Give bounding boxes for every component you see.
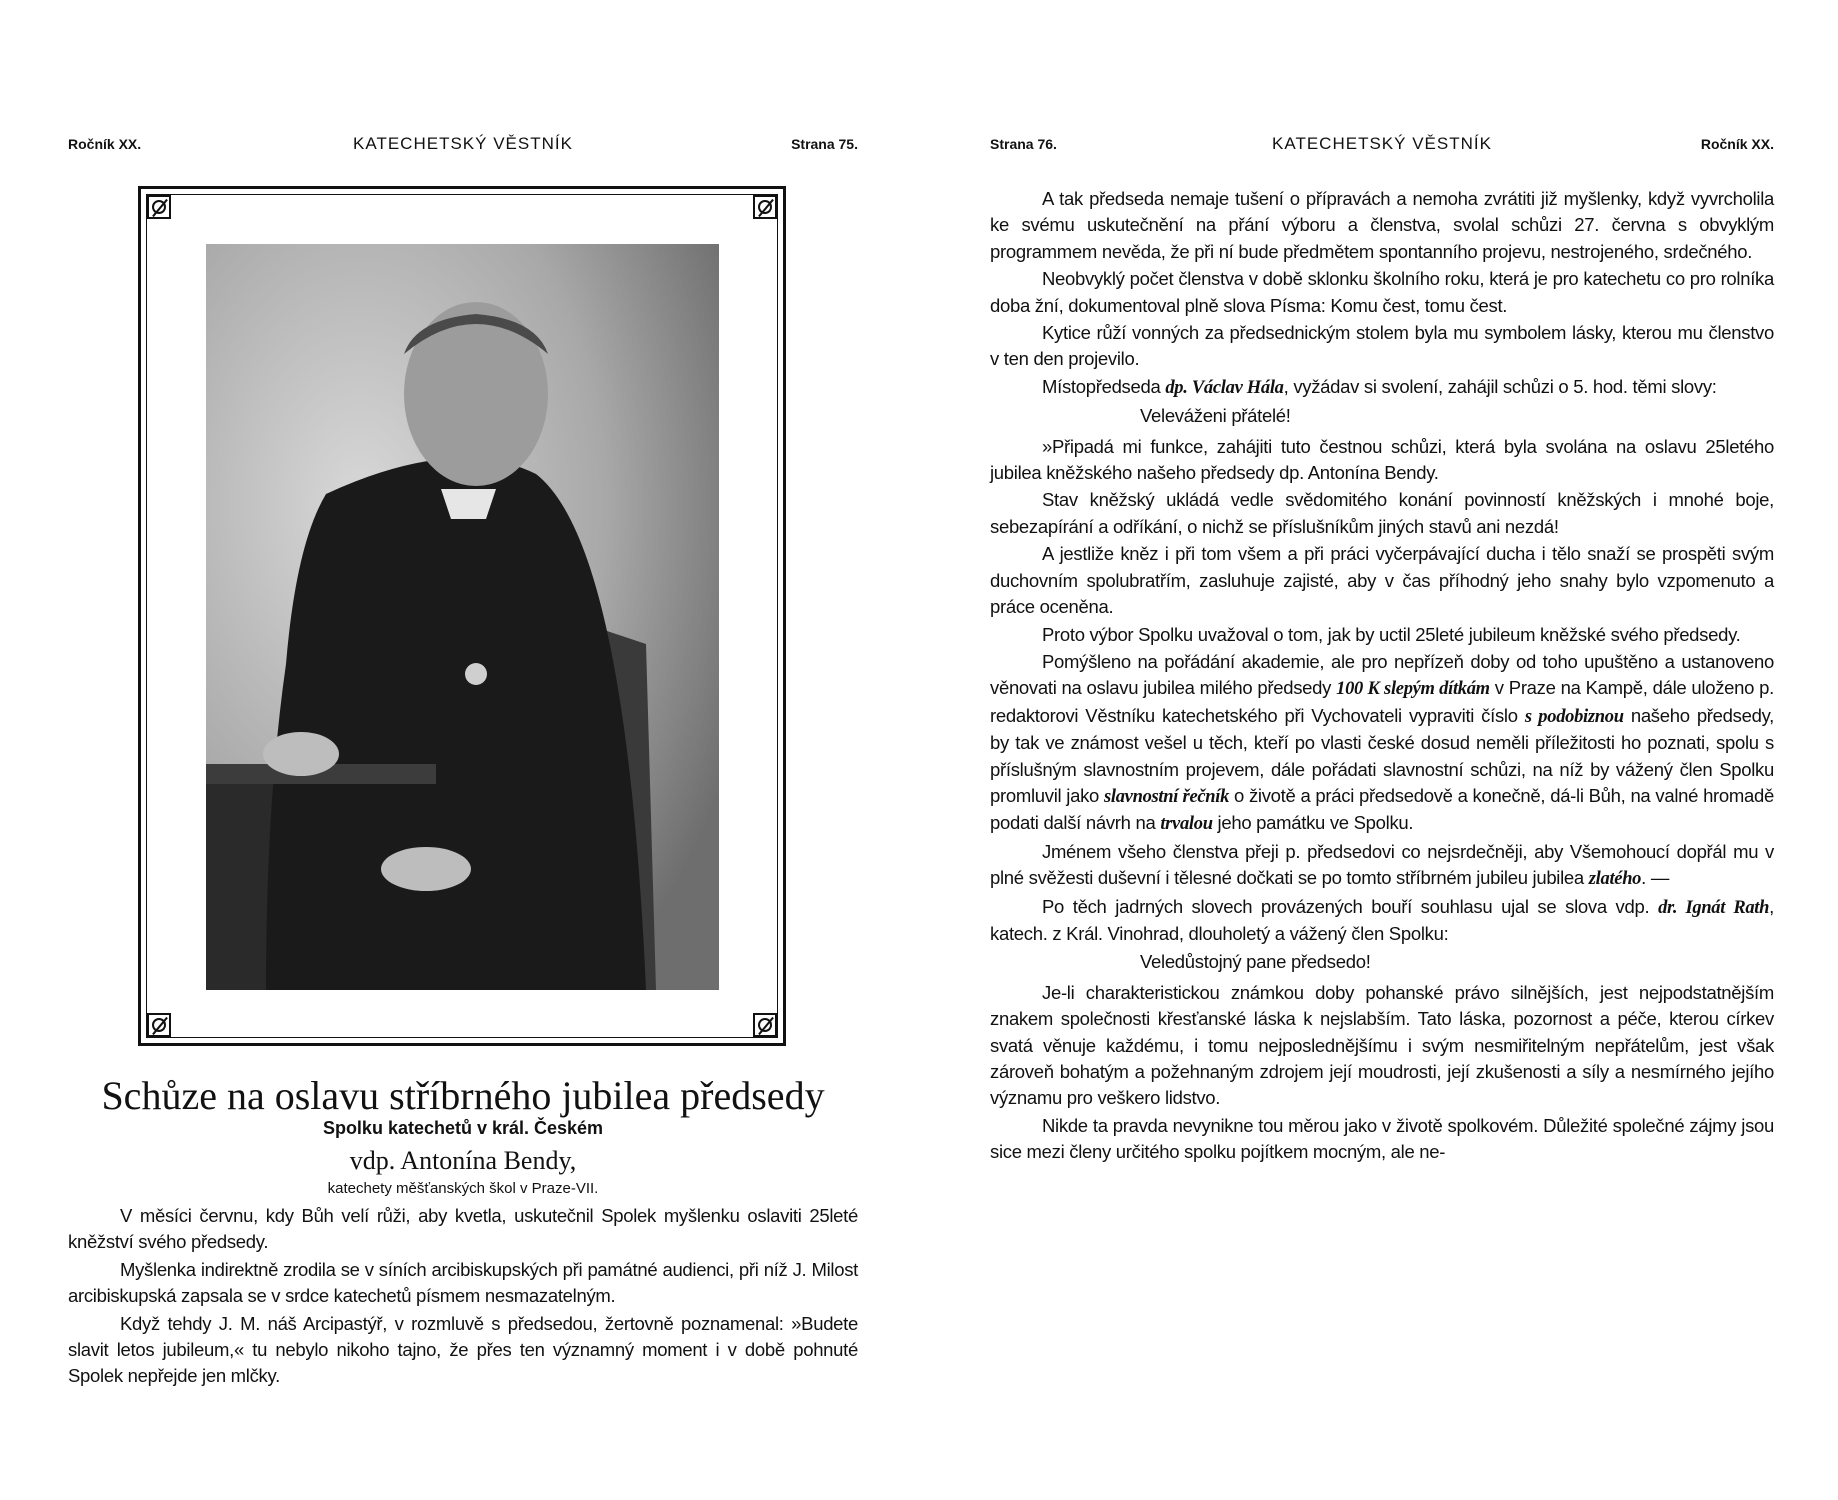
paragraph — [68, 1311, 858, 1390]
volume-label: Ročník XX. — [1700, 136, 1774, 152]
paragraph — [990, 266, 1774, 319]
text-segment: Jménem všeho členstva přeji p. předsedovi co nejsrdečněji, aby Všemohoucí dopřál mu v plné svěžesti duševní i tělesné dočkati se po tomto stříbrném jubileu jubilea — [990, 840, 1774, 889]
emphasized-text: slavnostní řečník — [1103, 786, 1230, 807]
text-segment: A jestliže kněz i při tom všem a při práci vyčerpávající ducha i tělo snaží se prospěti svým duchovním spolubratřím, zasluhuje zajisté, aby v čas příhodný jeho snahy bylo vzpomenuto a práce oceněna. — [990, 543, 1774, 618]
paragraph — [990, 980, 1774, 1112]
text-segment: Místopředseda — [1042, 375, 1166, 397]
paragraph — [990, 434, 1774, 487]
journal-title: KATECHETSKÝ VĚSTNÍK — [353, 134, 573, 153]
text-segment: , vyžádav si svolení, zahájil schůzi o 5. hod. těmi slovy: — [1283, 375, 1717, 397]
text-segment: Veleváženi přátelé! — [1140, 405, 1291, 427]
text-segment: V měsíci červnu, kdy Bůh velí růži, aby kvetla, uskutečnil Spolek myšlenku oslaviti 25leté kněžství svého předsedy. — [68, 1205, 858, 1253]
paragraph — [990, 894, 1774, 948]
salutation — [990, 949, 1774, 975]
text-segment: Myšlenka indirektně zrodila se v síních arcibiskupských při památné audienci, při níž J. Milost arcibiskupská zapsala se v srdce katechetů písmem nesmazatelným. — [68, 1258, 858, 1307]
page-number: Strana 76. — [990, 136, 1057, 152]
article-subtitle: Spolku katechetů v král. Českém — [322, 1118, 604, 1138]
text-segment: Veledůstojný pane předsedo! — [1140, 951, 1371, 973]
emphasized-text: zlatého — [1588, 869, 1642, 890]
text-segment: Když tehdy J. M. náš Arcipastýř, v rozmluvě s předsedou, žertovně poznamenal: »Budete slavit letos jubileum,« tu nebylo nikoho tajno, že přes ten významný moment i v době pohnuté Spolek nepřejde jen mlčky. — [68, 1312, 858, 1387]
paragraph — [990, 186, 1774, 265]
paragraph — [990, 649, 1774, 838]
text-segment: . — — [1641, 867, 1670, 889]
emphasized-text: dr. Ignát Rath — [1658, 897, 1770, 918]
paragraph — [990, 374, 1774, 401]
text-segment: »Připadá mi funkce, zahájiti tuto čestnou schůzi, která byla svolána na oslavu 25letého jubilea kněžského našeho předsedy dp. Antonína Bendy. — [990, 435, 1774, 484]
volume-label: Ročník XX. — [68, 136, 142, 152]
text-segment: Pomýšleno na pořádání akademie, ale pro nepřízeň doby od toho upuštěno a ustanoveno věnovati na oslavu jubilea milého předsedy — [990, 650, 1774, 699]
paragraph — [990, 1113, 1774, 1166]
journal-title: KATECHETSKÝ VĚSTNÍK — [1272, 134, 1492, 153]
text-segment: A tak předseda nemaje tušení o přípravách a nemoha zvrátiti již myšlenky, když vyvrcholila ke svému uskutečnění na přání výboru a členstva, svolal schůzi 27. června s obvyklým programmem nevěda, že při ní bude předmětem spontanního projevu, nestrojeného, srdečného. — [990, 188, 1774, 262]
honoree-position: katechety měšťanských škol v Praze-VII. — [327, 1180, 599, 1197]
article-body — [68, 1203, 858, 1391]
text-segment: Nikde ta pravda nevynikne tou měrou jako v životě spolkovém. Důležité společné zájmy jsou sice mezi členy určitého spolku pojítkem mocným, ale ne- — [990, 1114, 1774, 1163]
paragraph — [68, 1203, 858, 1256]
paragraph — [990, 487, 1774, 540]
running-header — [990, 134, 1774, 158]
text-segment: , katech. z Král. Vinohrad, dlouholetý a vážený člen Spolku: — [990, 895, 1774, 944]
salutation — [990, 403, 1774, 429]
article-title: Schůze na oslavu stříbrného jubilea předsedy — [101, 1073, 825, 1118]
emphasized-text: trvalou — [1160, 814, 1213, 835]
portrait-photograph — [206, 244, 719, 990]
corner-ornament-icon — [753, 195, 777, 219]
paragraph — [990, 320, 1774, 373]
text-segment: Neobvyklý počet členstva v době sklonku školního roku, která je pro katechetu co pro rolníka doba žní, dokumentoval plně slova Písma: Komu čest, tomu čest. — [990, 268, 1774, 316]
paragraph — [68, 1257, 858, 1310]
text-segment: Je-li charakteristickou známkou doby pohanské právo silnějších, jest nejpodstatnějším znakem společnosti křesťanské láska k nejslabším. Tato láska, pozornost a péče, kterou církev svatá věnuje každému, i tomu nejposlednějšímu i svým nesmiřitelným nepřátelům, jest však zároveň bohatým a požehnaným zdrojem její moudrosti, její zkušenosti a síly a nesmírného jejího významu pro veškero lidstvo. — [990, 981, 1774, 1109]
corner-ornament-icon — [147, 1013, 171, 1037]
corner-ornament-icon — [753, 1013, 777, 1037]
page-number: Strana 75. — [791, 136, 858, 152]
paragraph — [990, 541, 1774, 620]
running-header — [68, 134, 858, 158]
honoree-name: vdp. Antonína Bendy, — [349, 1146, 577, 1175]
text-segment: Stav kněžský ukládá vedle svědomitého konání povinností kněžských i mnohé boje, sebezapírání a odříkání, o nichž se příslušníkům jiných stavů ani nezdá! — [990, 489, 1774, 537]
article-body — [990, 186, 1774, 1167]
left-page — [68, 0, 858, 1500]
emphasized-text: 100 K slepým dítkám — [1336, 679, 1490, 700]
emphasized-text: s podobiznou — [1524, 706, 1624, 727]
text-segment: Kytice růží vonných za předsednickým stolem byla mu symbolem lásky, kterou mu členstvo v ten den projevilo. — [990, 322, 1774, 370]
paragraph — [990, 622, 1774, 648]
text-segment: Po těch jadrných slovech provázených bouří souhlasu ujal se slova vdp. — [1042, 895, 1659, 917]
corner-ornament-icon — [147, 195, 171, 219]
paragraph — [990, 839, 1774, 893]
text-segment: o životě a práci předsedově a konečně, dá-li Bůh, na valné hromadě podati další návrh na — [990, 784, 1774, 834]
text-segment: našeho předsedy, by tak ve známost vešel u těch, kteří po vlasti české dosud neměli příležitosti ho poznati, spolu s příslušným slavnostním projevem, dále pořádati slavnostní schůzi, na níž by vážený člen Spolku promluvil jako — [990, 704, 1774, 806]
text-segment: jeho památku ve Spolku. — [1212, 812, 1414, 834]
text-segment: v Praze na Kampě, dále uloženo p. redaktorovi Věstníku katechetského při Vychovateli vypraviti číslo — [990, 677, 1774, 726]
right-page — [990, 0, 1774, 1500]
emphasized-text: dp. Václav Hála — [1165, 377, 1284, 398]
text-segment: Proto výbor Spolku uvažoval o tom, jak by uctil 25leté jubileum kněžské svého předsedy. — [1042, 623, 1741, 645]
